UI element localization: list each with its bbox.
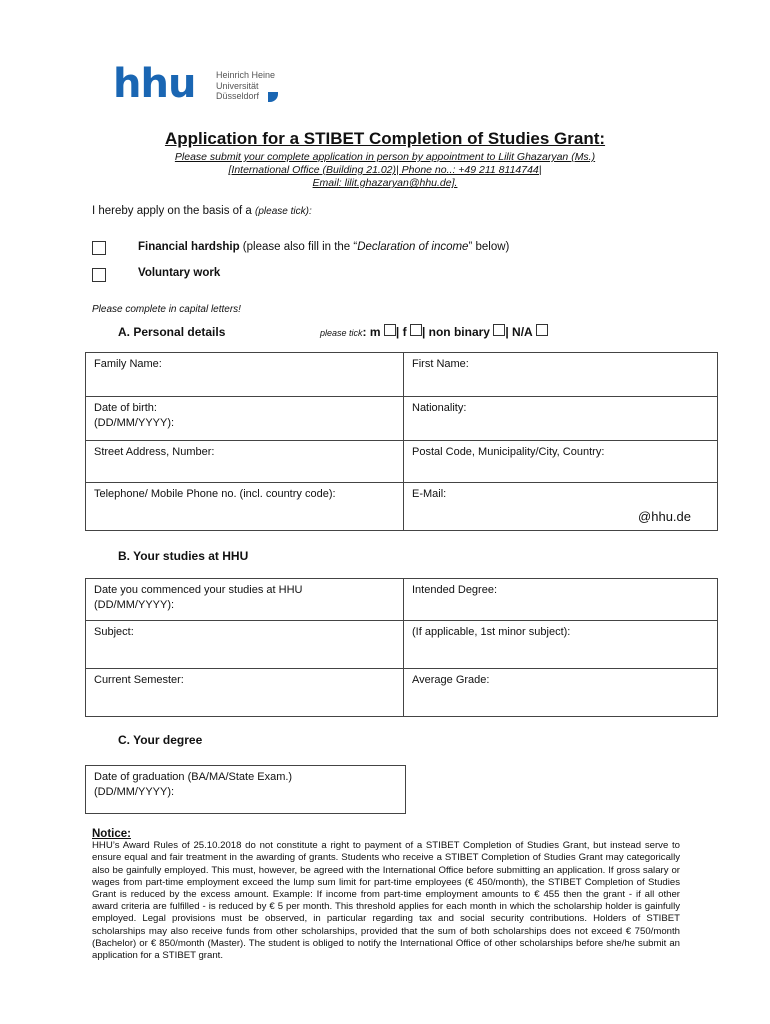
- hhu-logo: [113, 61, 283, 108]
- notice-block: [92, 828, 680, 962]
- financial-hardship-checkbox[interactable]: [92, 241, 106, 255]
- family-name-field[interactable]: Family Name:: [86, 353, 404, 397]
- section-c-heading: C. Your degree: [118, 733, 203, 747]
- capital-letters-note: Please complete in capital letters!: [92, 304, 241, 315]
- gender-nonbinary-checkbox[interactable]: [493, 324, 505, 336]
- email-suffix: @hhu.de: [638, 509, 691, 524]
- gender-na-checkbox[interactable]: [536, 324, 548, 336]
- current-semester-field[interactable]: Current Semester:: [86, 669, 404, 717]
- logo-text: Heinrich Heine Universität Düsseldorf: [216, 70, 276, 101]
- subject-field[interactable]: Subject:: [86, 621, 404, 669]
- gender-m-checkbox[interactable]: [384, 324, 396, 336]
- email-field[interactable]: E-Mail: @hhu.de: [404, 483, 718, 531]
- intended-degree-field[interactable]: Intended Degree:: [404, 579, 718, 621]
- gender-selector: please tick: m | f | non binary | N/A: [320, 324, 548, 339]
- street-address-field[interactable]: Street Address, Number:: [86, 441, 404, 483]
- personal-details-table: [85, 352, 718, 531]
- notice-heading: Notice:: [92, 828, 131, 840]
- logo-mark: hhu: [113, 61, 196, 107]
- apply-basis: I hereby apply on the basis of a (please tick):: [92, 205, 312, 217]
- gender-f-checkbox[interactable]: [410, 324, 422, 336]
- graduation-date-field[interactable]: Date of graduation (BA/MA/State Exam.) (DD/MM/YYYY):: [86, 766, 406, 814]
- intro-line-1: Please submit your complete application in person by appointment to Lilit Ghazaryan (Ms.): [174, 151, 596, 163]
- option-financial-hardship-label: Financial hardship (please also fill in the “Declaration of income” below): [138, 241, 510, 253]
- logo-dot-icon: [268, 92, 278, 102]
- voluntary-work-checkbox[interactable]: [92, 268, 106, 282]
- nationality-field[interactable]: Nationality:: [404, 397, 718, 441]
- studies-start-date-field[interactable]: Date you commenced your studies at HHU (DD/MM/YYYY):: [86, 579, 404, 621]
- section-a-heading: A. Personal details: [118, 325, 226, 339]
- average-grade-field[interactable]: Average Grade:: [404, 669, 718, 717]
- studies-table: [85, 578, 718, 717]
- minor-subject-field[interactable]: (If applicable, 1st minor subject):: [404, 621, 718, 669]
- intro-line-2: [International Office (Building 21.02)| Phone no..: +49 211 8114744|: [228, 164, 542, 176]
- postal-code-field[interactable]: Postal Code, Municipality/City, Country:: [404, 441, 718, 483]
- intro-line-3: Email: lilit.ghazaryan@hhu.de].: [312, 177, 458, 189]
- telephone-field[interactable]: Telephone/ Mobile Phone no. (incl. country code):: [86, 483, 404, 531]
- option-financial-hardship[interactable]: [92, 241, 106, 260]
- page-title: Application for a STIBET Completion of Studies Grant:: [164, 129, 606, 148]
- option-voluntary-work-label: Voluntary work: [138, 267, 221, 279]
- option-voluntary-work[interactable]: [92, 268, 106, 287]
- notice-body: HHU’s Award Rules of 25.10.2018 do not constitute a right to payment of a STIBET Completion of Studies Grant, but instead serve to ensure equal and fair treatment in the awarding of grants. Students who receive a STIBET Completion of Studies Grant may categorically also be gainfully employed. This must, however, be agreed with the International Office before submitting an application. If gross salary or wages from part-time employment exceed the lump sum limit for part-time employees (€ 450/month), the STIBET Completion of Studies Grant is reduced by the excess amount. Example: If income from part-time employment amounts to € 455 then the grant - if all other award criteria are fulfilled - is reduced by € 5 per month. This threshold applies for each month in which the scholarship holder is gainfully employed. Legal provisions must be observed, in particular regarding tax and social security contributions. Holders of STIBET scholarships may also receive funds from other scholarships, provided that the sum of both scholarships does not exceed € 750/month (Bachelor) or € 850/month (Master). The student is obliged to notify the International Office of other scholarships before she/he submit an application for a STIBET grant.: [92, 840, 680, 962]
- degree-table: [85, 765, 406, 814]
- date-of-birth-field[interactable]: Date of birth: (DD/MM/YYYY):: [86, 397, 404, 441]
- first-name-field[interactable]: First Name:: [404, 353, 718, 397]
- section-b-heading: B. Your studies at HHU: [118, 549, 249, 563]
